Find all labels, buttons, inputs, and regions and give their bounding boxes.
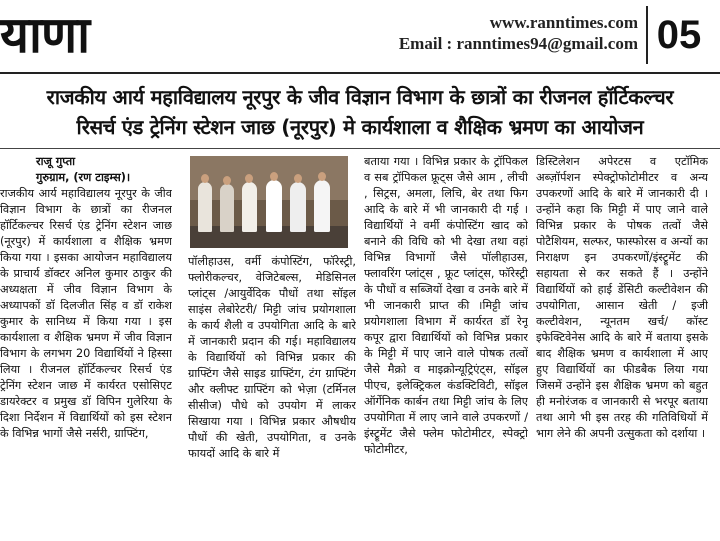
byline-author: राजू गुप्ता	[36, 155, 76, 168]
photo-person	[242, 182, 257, 232]
photo-person	[290, 182, 306, 232]
column-4-text: डिस्टिलेशन अपेरटस व एटॉमिक अब्ज़ॉर्पशन स्पेक्ट्रोफोटोमीटर व अन्य उपकरणों आदि के बारे में जानकारी दी । उन्होंने कहा कि मिट्टी में पाए जाने वाले विभिन्न प्रकार के पोषक तत्वों जैसे पोटैशियम, सल्फर, फास्फोरस व अन्यों का निराक्षण इन उपकरणों/इंस्ट्रूमेंट की सहायता से कर सकते हैं । उन्होंने विद्यार्थियों को हाई डेंसिटी कल्टीवेशन की उपयोगिता, आसान खेती / इजी कल्टीवेशन, न्यूनतम खर्च/ कॉस्ट इफेक्टिवेनेस आदि के बारे में बताया इसके बाद शैक्षिक भ्रमण व कार्यशाला में आए हुए विद्यार्थियों का फीडबैक लिया गया जिसमें उन्होंने इस शैक्षिक भ्रमण को बहुत ही मनोरंजक व जानकारी से भरपूर बताया तथा आगे भी इस तरह की गतिविधियों में भाग लेने की अपनी उत्सुकता को दर्शाया ।	[536, 155, 708, 440]
masthead	[0, 0, 720, 74]
page-number: 05	[646, 6, 710, 64]
article-column-3	[364, 154, 528, 540]
photo-person	[314, 180, 330, 232]
photo-person-head	[270, 172, 278, 181]
column-1-text: राजकीय आर्य महाविद्यालय नूरपुर के जीव विज्ञान विभाग के छात्रों का रीजनल हॉर्टिकल्चर रिसर्च एंड ट्रेनिंग स्टेशन जाछ (नूरपुर) में कार्यशाला व शैक्षिक भ्रमण किया गया । इसका आयोजन महाविद्यालय के प्राचार्य डॉक्टर अनिल कुमार ठाकुर की अध्यक्षता में जीव विज्ञान विभाग के अध्यापकों डॉ दिलजीत सिंह व डॉ राकेश कुमार के सानिध्य में किया गया । इस कार्यशाला व शैक्षिक भ्रमण में जीव विज्ञान विभाग के लगभग 20 विद्यार्थियों ने हिस्सा लिया । रीजनल हॉर्टिकल्चर रिसर्च एंड ट्रेनिंग स्टेशन जाछ में कार्यरत एसोसिएट डायरेक्टर व प्रमुख डॉ विपिन गुलेरिया के दिशा निर्देशन में विद्यार्थियों को इस स्टेशन के विभिन्न भागों जैसे नर्सरी, ग्राफ्टिंग,	[0, 187, 172, 440]
photo-person	[266, 180, 282, 232]
photo-person-head	[294, 174, 302, 183]
photo-person	[198, 182, 212, 232]
photo-person-head	[201, 174, 209, 183]
article-headline	[0, 82, 720, 142]
article-photo	[190, 156, 348, 248]
photo-person-head	[245, 174, 253, 183]
section-name: याणा	[0, 6, 90, 64]
column-2-text: पॉलीहाउस, वर्मी कंपोस्टिंग, फॉरेस्ट्री, फ्लोरीकल्चर, वेजिटेबल्स, मेडिसिनल प्लांट्स /आयुर्वेदिक पौधों तथा सॉइल साइंस लेबोरेटरी/ मिट्टी जांच प्रयोगशाला के कार्य शैली व उपयोगिता आदि के बारे में जानकारी प्रदान की गई। महाविद्यालय के विद्यार्थियों को विभिन्न प्रकार की ग्राफ्टिंग जैसे साइड ग्राफ्टिंग, टंग ग्राफ्टिंग और क्लीफ्ट ग्राफ्टिंग को भेज़ा (टर्मिनल सीसीज) पौधे को उपयोग में लाकर सिखाया गया । विभिन्न प्रकार औषधीय पौधों की खेती, उपयोगिता, व उनके फायदों आदि के बारे में	[188, 255, 356, 460]
email-text: Email : ranntimes94@gmail.com	[398, 34, 638, 53]
contact-info	[399, 12, 638, 54]
headline-line-1: राजकीय आर्य महाविद्यालय नूरपुर के जीव विज्ञान विभाग के छात्रों का रीजनल हॉर्टिकल्चर	[46, 85, 674, 109]
headline-divider	[0, 148, 720, 149]
headline-line-2: रिसर्च एंड ट्रेनिंग स्टेशन जाछ (नूरपुर) मे कार्यशाला व शैक्षिक भ्रमण का आयोजन	[76, 115, 644, 139]
photo-person	[220, 184, 234, 232]
photo-person-head	[223, 176, 231, 185]
column-3-text: बताया गया । विभिन्न प्रकार के ट्रॉपिकल व सब ट्रॉपिकल फ्रूट्स जैसे आम , लीची , सिट्रस, अमला, लिचि, बेर तथा फिग आदि के बारे में भी जानकारी दी गई ।विद्यार्थियों ने वर्मी कंपोस्टिंग खाद को बनाने की विधि को भी देखा तथा वहां विभिन्न विभागों जैसे पॉलीहाउस, फ्लावरिंग प्लांट्स , फ्रूट प्लांट्स, फॉरेस्ट्री के पौधों व सब्जियों देखा व उनके बारे में भी जानकारी प्राप्त की ।मिट्टी जांच प्रयोगशाला विभाग में कार्यरत डॉ रेनू कपूर द्वारा विद्यार्थियों को विभिन्न प्रकार के मिट्टी में पाए जाने वाले पोषक तत्वों जैसे मैक्रो व माइक्रोन्यूट्रिएंट्स, सॉइल पीएच, इलेक्ट्रिकल कंडक्टिविटी, सॉइल ऑर्गेनिक कार्बन तथा मिट्टी जांच के लिए उपयोगिता में लाए जाने वाले उपकरणों /इंस्ट्रूमेंट जैसे फ्लेम फोटोमीटर, स्पेक्ट्रो फोटोमीटर,	[364, 155, 528, 456]
article-column-1	[0, 154, 172, 540]
website-text: www.ranntimes.com	[489, 13, 638, 32]
photo-person-head	[318, 172, 326, 181]
article-column-2	[188, 254, 356, 540]
byline-dateline: गुरुग्राम, (रण टाइम्स)।	[36, 171, 131, 184]
article-column-4	[536, 154, 708, 540]
